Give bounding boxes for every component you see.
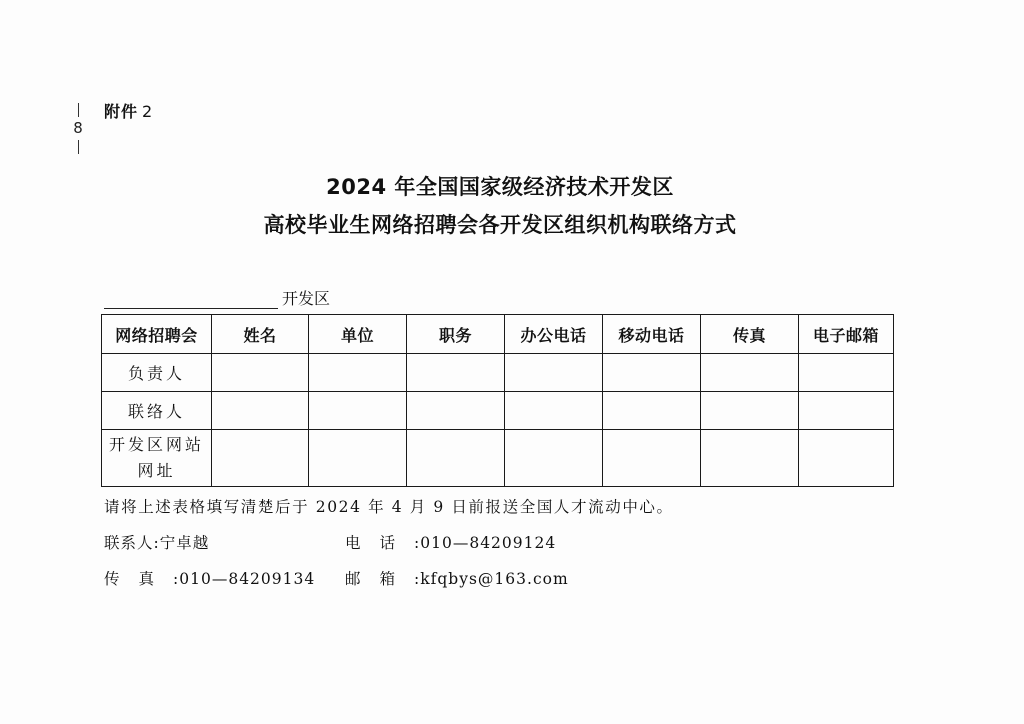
- document-title-line2: 高校毕业生网络招聘会各开发区组织机构联络方式: [263, 213, 737, 237]
- contact-person-value: 宁卓越: [159, 534, 210, 552]
- table-cell[interactable]: [799, 392, 894, 430]
- table-header-row: [102, 315, 894, 354]
- table-cell[interactable]: [799, 354, 894, 392]
- contact-phone-value: 010—84209124: [420, 534, 557, 552]
- row-label-line1: 开发区网站: [108, 435, 204, 454]
- zone-name-blank: [104, 290, 278, 309]
- contact-fax-label: 传真: [104, 570, 174, 588]
- table-cell[interactable]: [309, 430, 407, 487]
- contact-phone-label: 电话: [345, 534, 415, 552]
- contact-fax-value: 010—84209134: [179, 570, 316, 588]
- row-label: 联络人: [102, 392, 212, 430]
- header-cell: 网络招聘会: [102, 315, 212, 354]
- attachment-number: 2: [142, 102, 154, 121]
- contact-table: [101, 314, 894, 487]
- table-cell[interactable]: [505, 354, 603, 392]
- row-label-line2: 网址: [137, 461, 176, 480]
- table-cell[interactable]: [212, 354, 309, 392]
- header-cell: 单位: [309, 315, 407, 354]
- table-cell[interactable]: [407, 354, 505, 392]
- header-cell: 办公电话: [505, 315, 603, 354]
- contact-email-label: 邮箱: [345, 570, 415, 588]
- attachment-text: 附件: [104, 102, 139, 121]
- table-row: [102, 392, 894, 430]
- table-cell[interactable]: [701, 430, 799, 487]
- attachment-label: [104, 99, 153, 122]
- zone-name-field: [104, 286, 330, 309]
- table-cell[interactable]: [701, 354, 799, 392]
- table-cell[interactable]: [799, 430, 894, 487]
- table-cell[interactable]: [603, 430, 701, 487]
- contact-email-value[interactable]: kfqbys@163.com: [420, 570, 569, 588]
- margin-bar-bottom: [78, 140, 79, 154]
- contact-phone: 电话:010—84209124: [345, 534, 557, 552]
- table-cell[interactable]: [212, 430, 309, 487]
- header-cell: 移动电话: [603, 315, 701, 354]
- contact-person-label: 联系人: [104, 534, 154, 552]
- contact-fax: 传真:010—84209134: [104, 570, 316, 588]
- table-cell[interactable]: [505, 392, 603, 430]
- contact-email: 邮箱:kfqbys@163.com: [345, 570, 569, 588]
- row-label: 负责人: [102, 354, 212, 392]
- contact-person: 联系人:宁卓越: [104, 534, 210, 552]
- table-cell[interactable]: [309, 392, 407, 430]
- table-cell[interactable]: [603, 354, 701, 392]
- header-cell: 电子邮箱: [799, 315, 894, 354]
- header-cell: 姓名: [212, 315, 309, 354]
- document-title-line1: 2024 年全国国家级经济技术开发区: [326, 175, 674, 199]
- row-label: [102, 430, 212, 487]
- zone-suffix: 开发区: [282, 289, 331, 308]
- table-row: [102, 430, 894, 487]
- header-cell: 职务: [407, 315, 505, 354]
- margin-bar-top: [78, 103, 79, 117]
- table-cell[interactable]: [407, 392, 505, 430]
- table-cell[interactable]: [603, 392, 701, 430]
- submission-note: 请将上述表格填写清楚后于 2024 年 4 月 9 日前报送全国人才流动中心。: [104, 498, 674, 516]
- page-margin-mark: [68, 103, 88, 154]
- table-cell[interactable]: [701, 392, 799, 430]
- table-cell[interactable]: [309, 354, 407, 392]
- table-cell[interactable]: [407, 430, 505, 487]
- table-cell[interactable]: [505, 430, 603, 487]
- table-row: [102, 354, 894, 392]
- margin-page-number: 8: [73, 119, 83, 137]
- header-cell: 传真: [701, 315, 799, 354]
- table-cell[interactable]: [212, 392, 309, 430]
